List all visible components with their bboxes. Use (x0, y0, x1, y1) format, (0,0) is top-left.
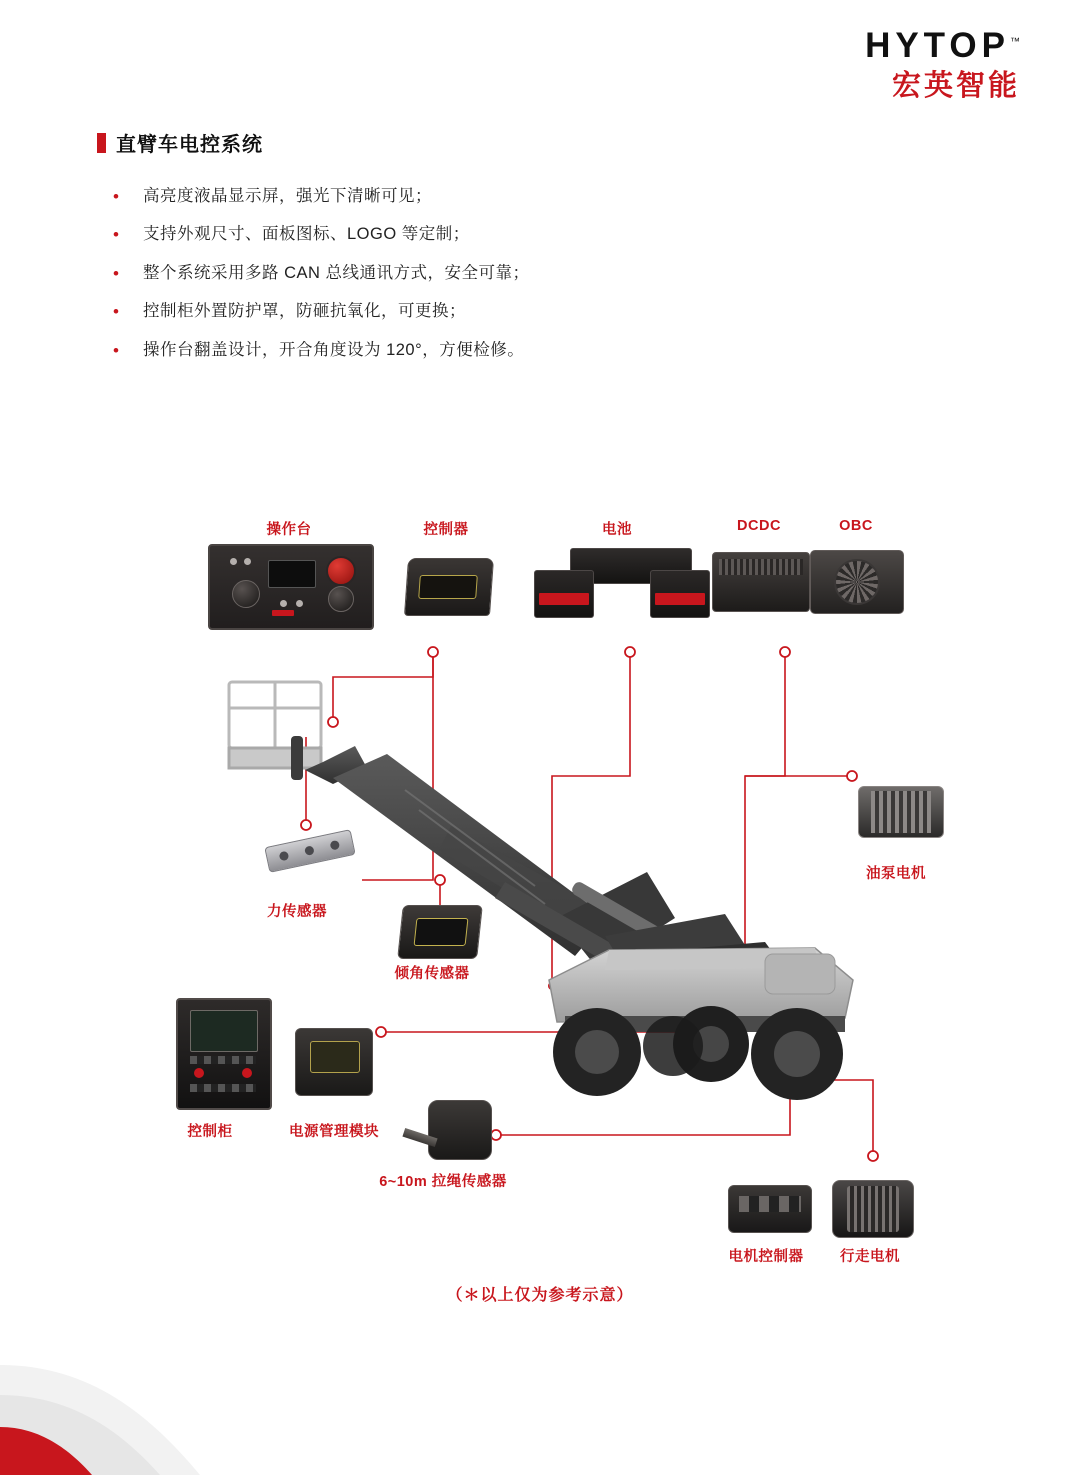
list-item-label: 操作台翻盖设计，开合角度设为 120°，方便检修。 (143, 340, 525, 359)
power-management-module-photo (295, 1028, 373, 1096)
brand-wordmark (865, 28, 1020, 63)
battery-cell-photo (534, 570, 594, 618)
indicator-lamp-icon (280, 600, 287, 607)
list-item-label: 整个系统采用多路 CAN 总线通讯方式，安全可靠； (143, 263, 530, 282)
controller-photo (404, 558, 494, 616)
label-dcdc: DCDC (737, 518, 781, 534)
feature-bullet-list (113, 186, 933, 378)
label-console: 操作台 (266, 522, 312, 538)
indicator-lamp-icon (296, 600, 303, 607)
sensor-hole-icon (304, 845, 315, 856)
label-control-cabinet: 控制柜 (187, 1124, 233, 1140)
terminal-pads-icon (739, 1196, 801, 1212)
joystick-left-icon (232, 580, 260, 608)
cabinet-button-icon (194, 1068, 204, 1078)
sensor-hole-icon (330, 840, 341, 851)
emergency-stop-icon (326, 556, 356, 586)
cabinet-button-icon (242, 1068, 252, 1078)
component-diagram (0, 480, 1080, 1340)
tilt-sensor-photo (397, 905, 483, 959)
console-photo (208, 544, 374, 630)
brand-chinese-name: 宏英智能 (891, 70, 1020, 102)
travel-motor-photo (832, 1180, 914, 1238)
bullet-dot-icon: • (113, 187, 120, 206)
label-power-management-module: 电源管理模块 (289, 1124, 379, 1140)
battery-stripe-icon (655, 593, 705, 605)
list-item (113, 186, 933, 207)
label-tilt-sensor: 倾角传感器 (394, 966, 470, 982)
bullet-dot-icon: • (113, 263, 120, 283)
list-item (113, 263, 933, 284)
oil-pump-motor-photo (858, 786, 944, 838)
list-item (113, 301, 933, 322)
cabinet-terminal-row-icon (190, 1056, 256, 1064)
bullet-dot-icon: • (113, 302, 120, 322)
indicator-lamp-icon (230, 558, 237, 565)
heading-marker-icon (97, 133, 106, 153)
red-button-icon (272, 610, 294, 616)
list-item-label: 控制柜外置防护罩，防砸抗氧化，可更换； (143, 302, 466, 321)
heatsink-fins-icon (719, 559, 803, 575)
list-item-label: 支持外观尺寸、面板图标、LOGO 等定制； (143, 225, 470, 244)
label-travel-motor: 行走电机 (840, 1249, 900, 1265)
brand-wordmark-text: HYTOP (865, 26, 1010, 65)
joystick-right-icon (328, 586, 354, 612)
obc-charger-photo (810, 550, 904, 614)
label-obc: OBC (839, 518, 873, 534)
indicator-lamp-icon (244, 558, 251, 565)
list-item (113, 340, 933, 361)
battery-cell-photo (650, 570, 710, 618)
fan-icon (834, 559, 880, 605)
battery-stripe-icon (539, 593, 589, 605)
label-battery: 电池 (602, 522, 632, 538)
diagram-footnote: （＊以上仅为参考示意） (446, 1287, 634, 1304)
control-cabinet-photo (176, 998, 272, 1110)
section-heading (97, 128, 263, 157)
trademark-symbol: ™ (1010, 36, 1020, 48)
cabinet-terminal-row-icon (190, 1084, 256, 1092)
label-motor-controller: 电机控制器 (728, 1249, 804, 1265)
dcdc-converter-photo (712, 552, 810, 612)
label-controller: 控制器 (423, 522, 469, 538)
label-oil-pump-motor: 油泵电机 (866, 866, 926, 882)
sensor-hole-icon (279, 851, 290, 862)
cabinet-display-icon (190, 1010, 258, 1052)
page-title: 直臂车电控系统 (116, 134, 263, 156)
motor-controller-photo (728, 1185, 812, 1233)
list-item (113, 224, 933, 245)
motor-ribs-icon (847, 1186, 899, 1232)
console-screen-icon (268, 560, 316, 588)
motor-ribs-icon (871, 791, 931, 833)
bullet-dot-icon: • (113, 225, 120, 245)
rope-sensor-photo (428, 1100, 492, 1160)
bullet-dot-icon: • (113, 340, 120, 360)
label-force-sensor: 力传感器 (267, 904, 327, 920)
brand-logo (865, 28, 1020, 101)
list-item-label: 高亮度液晶显示屏，强光下清晰可见； (143, 187, 432, 205)
label-rope-sensor: 6~10m 拉绳传感器 (379, 1174, 507, 1190)
